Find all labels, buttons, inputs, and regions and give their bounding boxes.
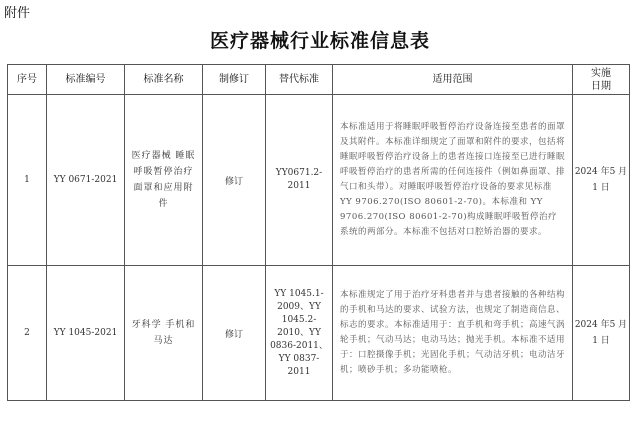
row-type: 修订: [203, 266, 266, 401]
header-name: 标准名称: [125, 65, 203, 95]
row-seq: 1: [8, 95, 47, 266]
row-name-text: 医疗器械 睡眠呼吸暂停治疗 面罩和应用附件: [131, 151, 196, 209]
header-code: 标准编号: [47, 65, 125, 95]
row-name: [125, 266, 203, 401]
row-replaces-text: YY0671.2-2011: [275, 168, 323, 191]
header-date-line2: 日期: [591, 80, 611, 92]
row-replaces: [266, 95, 333, 266]
row-seq: 2: [8, 266, 47, 401]
row-scope: 本标准规定了用于治疗牙科患者并与患者接触的各种结构的手机和马达的要求、试验方法，也规定了制造商信息、标志的要求。本标准适用于：直手机和弯手机；高速气涡轮手机；气动马达；电动马达；抛光手机。本标准不适用于：口腔摄像手机；光固化手机；气动洁牙机；电动洁牙机；喷砂手机；多功能喷枪。: [333, 266, 573, 401]
row-name: [125, 95, 203, 266]
header-scope: 适用范围: [333, 65, 573, 95]
standards-table: [7, 64, 630, 401]
row-code: YY 1045-2021: [47, 266, 125, 401]
row-code: YY 0671-2021: [47, 95, 125, 266]
header-seq: 序号: [8, 65, 47, 95]
header-replaces: 替代标准: [266, 65, 333, 95]
row-date: [573, 95, 630, 266]
header-date-line1: 实施: [591, 67, 611, 79]
table-row: [8, 266, 630, 401]
row-replaces-text: YY 1045.1-2009、YY 1045.2-2010、YY 0836-2011、YY 0837-2011: [270, 288, 328, 377]
header-row: [8, 65, 630, 95]
row-replaces: [266, 266, 333, 401]
row-scope: 本标准适用于将睡眠呼吸暂停治疗设备连接至患者的面罩及其附件。本标准详细规定了面罩和附件的要求，包括将睡眠呼吸暂停治疗设备上的患者连接口连接至已进行睡眠呼吸暂停治疗的患者所需的任何连接件（例如鼻面罩、排气口和头带）。对睡眠呼吸暂停治疗设备的要求见标准 YY 9706.270(ISO 80601-2-70)。本标准和 YY 9706.270(ISO 80601-2-70)构成睡眠呼吸暂停治疗系统的两部分。本标准不包括对口腔矫治器的要求。: [333, 95, 573, 266]
header-type: 制修订: [203, 65, 266, 95]
row-date: [573, 266, 630, 401]
header-date: [573, 65, 630, 95]
row-name-text: 牙科学 手机和马达: [131, 320, 196, 346]
row-date-text: 2024 年5 月 1 日: [574, 320, 628, 346]
page-title: 医疗器械行业标准信息表: [209, 30, 430, 52]
row-date-text: 2024 年5 月 1 日: [574, 167, 628, 193]
row-type: 修订: [203, 95, 266, 266]
annex-label: 附件: [4, 6, 31, 21]
table-row: [8, 95, 630, 266]
